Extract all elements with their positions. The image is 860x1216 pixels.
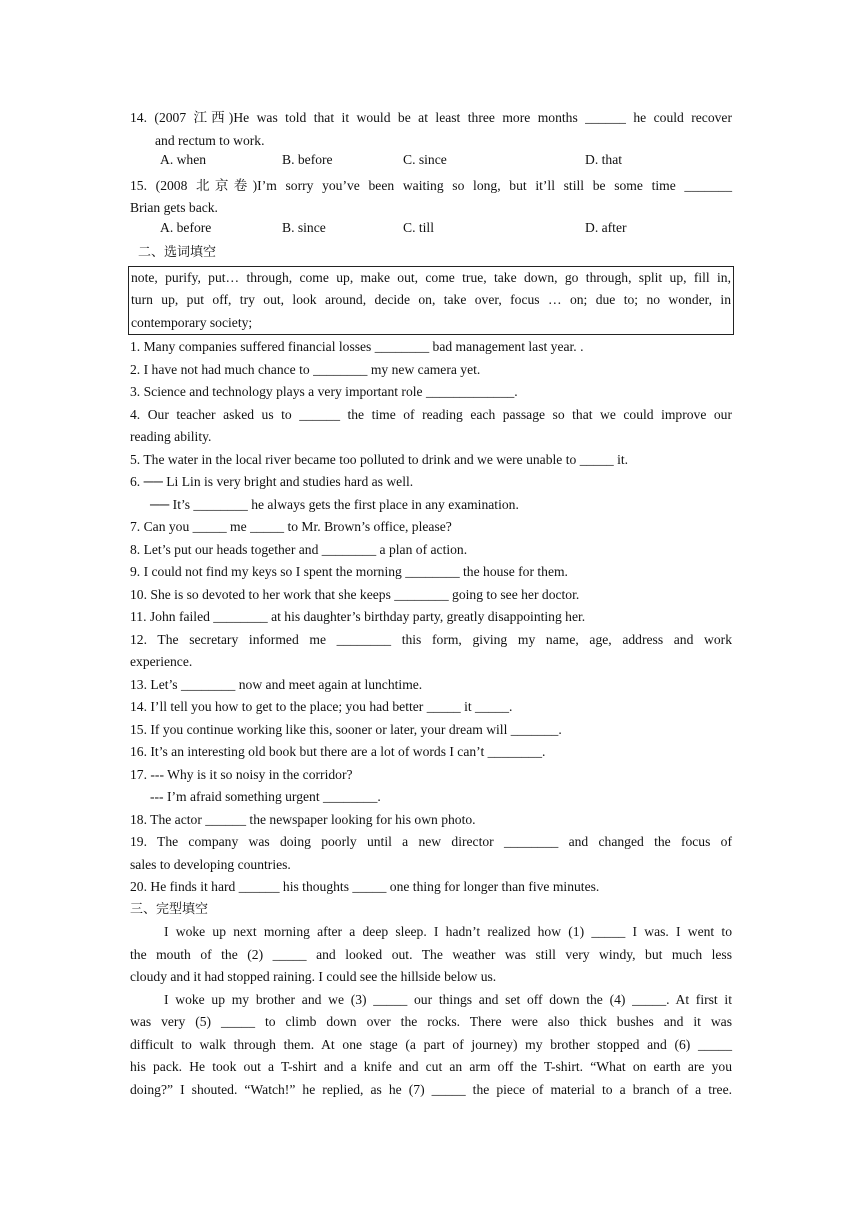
q14-option-d: D. that <box>585 152 622 167</box>
s3-line: cloudy and it had stopped raining. I could see the hillside below us. <box>130 969 497 984</box>
section3-heading: 三、完型填空 <box>130 901 209 917</box>
s2-line: 9. I could not find my keys so I spent the morning ________ the house for them. <box>130 564 568 579</box>
s2-line: experience. <box>130 654 193 669</box>
q14-option-b: B. before <box>282 152 333 167</box>
s2-line: 8. Let’s put our heads together and ________ a plan of action. <box>130 541 468 557</box>
s3-line: I woke up next morning after a deep sleep. I hadn’t realized how (1) _____ I was. I went to <box>164 924 732 939</box>
word-box <box>128 266 734 336</box>
word-box-line1: note, purify, put… through, come up, make out, come true, take down, go through, split up, fill in, <box>131 269 731 285</box>
document-page <box>130 107 732 1101</box>
q14-line1: 14. (2007 江西)He was told that it would be at least three more months ______ he could recover <box>130 110 732 125</box>
q15-option-a: A. before <box>160 219 212 235</box>
s2-line: --- I’m afraid something urgent ________. <box>150 789 381 804</box>
q14-options <box>130 152 732 175</box>
s2-line: 7. Can you _____ me _____ to Mr. Brown’s office, please? <box>130 519 452 534</box>
s2-line: 2. I have not had much chance to ________ my new camera yet. <box>130 361 481 377</box>
s2-line: 6. ── Li Lin is very bright and studies hard as well. <box>130 474 414 489</box>
s2-line: 5. The water in the local river became too polluted to drink and we were unable to _____ it. <box>130 451 629 467</box>
s2-line: 16. It’s an interesting old book but there are a lot of words I can’t ________. <box>130 744 546 759</box>
s2-line: 20. He finds it hard ______ his thoughts _____ one thing for longer than five minutes. <box>130 879 600 894</box>
q14-option-a: A. when <box>160 152 207 167</box>
q15-option-d: D. after <box>585 219 627 235</box>
word-box-line3: contemporary society; <box>131 314 253 330</box>
q15-line2: Brian gets back. <box>130 200 218 215</box>
s3-line: doing?” I shouted. “Watch!” he replied, as he (7) _____ the piece of material to a branch of a tree. <box>130 1081 732 1097</box>
section2-heading: 二、选词填空 <box>138 245 217 260</box>
s2-line: 18. The actor ______ the newspaper looking for his own photo. <box>130 811 476 827</box>
s2-line: 11. John failed ________ at his daughter’s birthday party, greatly disappointing her. <box>130 609 586 624</box>
q15-line1: 15. (2008 北京卷)I’m sorry you’ve been waiting so long, but it’ll still be some time _______ <box>130 177 732 193</box>
s2-line: 19. The company was doing poorly until a new director ________ and changed the focus of <box>130 834 732 849</box>
s2-line: 12. The secretary informed me ________ this form, giving my name, age, address and work <box>130 631 732 647</box>
s2-line: 10. She is so devoted to her work that she keeps ________ going to see her doctor. <box>130 586 580 602</box>
s2-line: sales to developing countries. <box>130 856 291 872</box>
s3-line: his pack. He took out a T-shirt and a knife and cut an arm off the T-shirt. “What on earth are you <box>130 1059 732 1074</box>
s2-line: ── It’s ________ he always gets the first place in any examination. <box>150 496 519 512</box>
s2-line: 14. I’ll tell you how to get to the place; you had better _____ it _____. <box>130 699 513 714</box>
s3-line: was very (5) _____ to climb down over the rocks. There were also thick bushes and it was <box>130 1014 732 1029</box>
s2-line: 1. Many companies suffered financial losses ________ bad management last year. . <box>130 339 584 354</box>
s2-line: 3. Science and technology plays a very important role _____________. <box>130 384 518 399</box>
q14-option-c: C. since <box>403 152 447 167</box>
q14-line2: and rectum to work. <box>155 132 265 148</box>
s2-line: 13. Let’s ________ now and meet again at lunchtime. <box>130 676 423 692</box>
s3-line: I woke up my brother and we (3) _____ our things and set off down the (4) _____. At first it <box>164 991 732 1007</box>
word-box-line2: turn up, put off, try out, look around, decide on, take over, focus … on; due to; no wonder, in <box>131 292 731 307</box>
q15-option-c: C. till <box>403 219 434 235</box>
q15-options <box>130 220 732 243</box>
s3-line: the mouth of the (2) _____ and looked out. The weather was still very windy, but much less <box>130 946 732 962</box>
s2-line: 17. --- Why is it so noisy in the corridor? <box>130 766 353 782</box>
s2-line: 4. Our teacher asked us to ______ the time of reading each passage so that we could improve our <box>130 406 732 422</box>
s2-line: reading ability. <box>130 429 212 444</box>
s3-line: difficult to walk through them. At one stage (a part of journey) my brother stopped and (6) _____ <box>130 1036 732 1052</box>
s2-line: 15. If you continue working like this, sooner or later, your dream will _______. <box>130 721 562 737</box>
q15-option-b: B. since <box>282 219 326 235</box>
